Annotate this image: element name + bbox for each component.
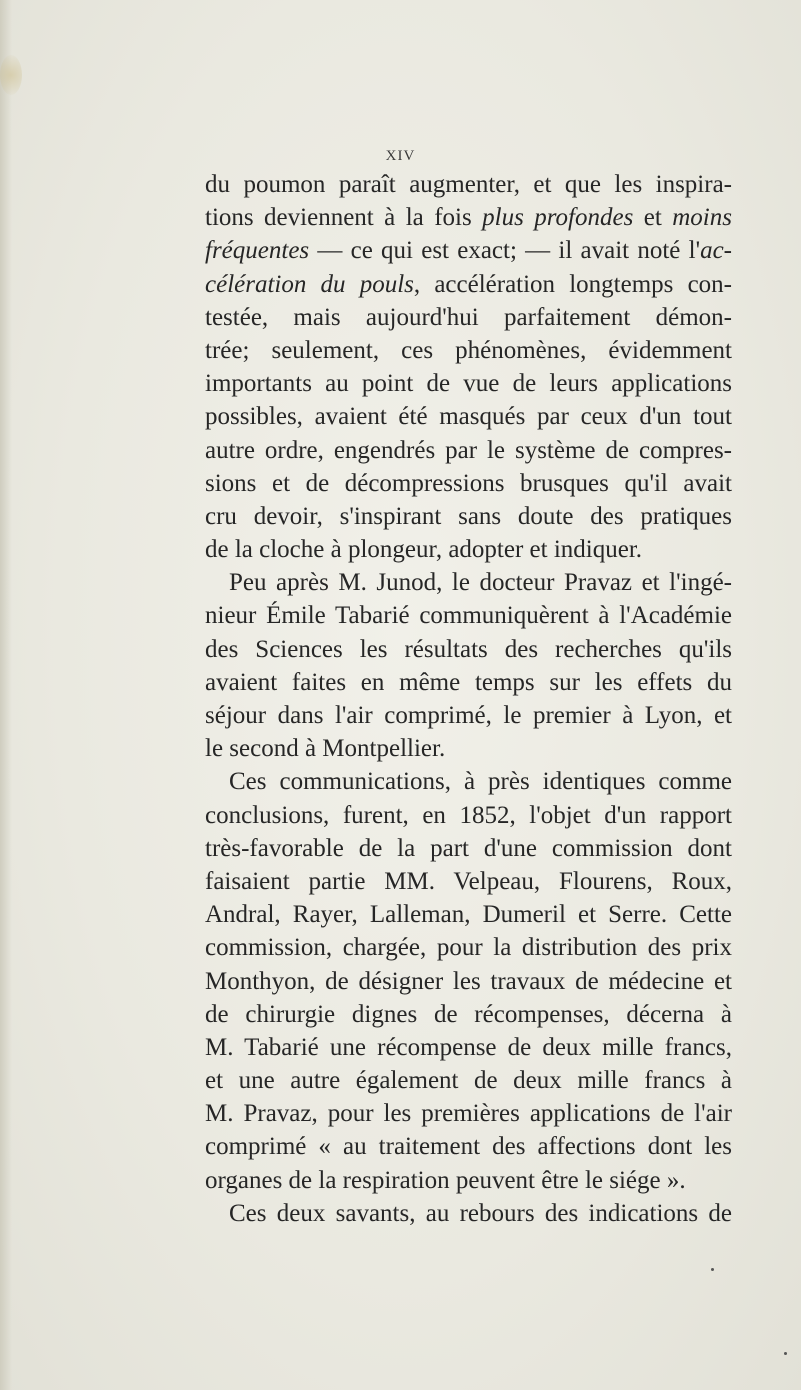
text-line [205, 666, 732, 699]
text-line [205, 898, 732, 931]
text-segment: organes de la respiration peuvent être le siége ». [205, 1166, 686, 1194]
text-line [205, 334, 732, 367]
text-segment: de la cloche à plongeur, adopter et indiquer. [205, 536, 643, 564]
text-segment: le second à Montpellier. [205, 735, 446, 763]
italic-text: ac- [700, 237, 732, 265]
text-segment: conclusions, furent, en 1852, l'objet d'un rapport [205, 801, 732, 829]
text-line [205, 931, 732, 964]
text-segment: commission, chargée, pour la distribution des prix [205, 934, 732, 962]
italic-text: célération du pouls [205, 270, 414, 298]
text-segment: Peu après M. Junod, le docteur Pravaz et l'ingé- [229, 569, 732, 597]
italic-text: plus profondes [482, 204, 634, 232]
text-line [205, 865, 732, 898]
text-line [205, 367, 732, 400]
text-segment: faisaient partie MM. Velpeau, Flourens, Roux, [205, 867, 732, 895]
text-line [205, 633, 732, 666]
text-segment: et [633, 204, 673, 232]
text-segment: séjour dans l'air comprimé, le premier à Lyon, et [205, 702, 732, 729]
text-line [205, 234, 732, 267]
text-segment: du poumon paraît augmenter, et que les inspira- [205, 171, 732, 198]
text-segment: Monthyon, de désigner les travaux de médecine et [205, 967, 732, 995]
text-segment: sions et de décompressions brusques qu'il avait [205, 469, 732, 497]
text-segment: cru devoir, s'inspirant sans doute des pratiques [205, 502, 732, 530]
text-line [205, 832, 732, 865]
text-line [205, 533, 732, 566]
text-segment: comprimé « au traitement des affections dont les [205, 1133, 732, 1161]
page-gutter-shadow [0, 0, 12, 1390]
text-line [205, 998, 732, 1031]
text-line [205, 699, 732, 732]
text-line [205, 732, 732, 765]
text-line [205, 1097, 732, 1130]
text-line [205, 965, 732, 998]
text-line [205, 599, 732, 632]
text-segment: possibles, avaient été masqués par ceux d'un tout [205, 403, 732, 431]
text-line [205, 268, 732, 301]
text-segment: — ce qui est exact; — il avait noté l' [309, 237, 701, 265]
text-line [205, 168, 732, 201]
text-line [205, 201, 732, 234]
text-line [205, 1164, 732, 1197]
text-segment: avaient faites en même temps sur les effets du [205, 668, 732, 696]
body-text [205, 168, 732, 1230]
text-line [205, 566, 732, 599]
paper-stain [0, 55, 22, 95]
text-segment: testée, mais aujourd'hui parfaitement démon- [205, 303, 732, 331]
text-segment: trée; seulement, ces phénomènes, évidemment [205, 336, 732, 364]
text-segment: , accélération longtemps con- [413, 270, 732, 298]
text-segment: très-favorable de la part d'une commission dont [205, 834, 732, 862]
text-segment: des Sciences les résultats des recherches qu'ils [205, 635, 732, 663]
text-segment: importants au point de vue de leurs applications [205, 370, 732, 398]
text-line [205, 1031, 732, 1064]
text-line [205, 467, 732, 500]
italic-text: fréquentes [205, 237, 310, 265]
text-line [205, 400, 732, 433]
paper-speck [784, 1352, 787, 1355]
italic-text: moins [672, 204, 732, 232]
text-segment: Andral, Rayer, Lalleman, Dumeril et Serre. Cette [205, 901, 732, 929]
text-line [205, 1064, 732, 1097]
text-segment: Ces deux savants, au rebours des indications de [229, 1199, 732, 1227]
text-segment: tions deviennent à la fois [205, 204, 483, 232]
paper-speck [711, 1268, 714, 1271]
text-segment: et une autre également de deux mille francs à [205, 1067, 732, 1095]
text-segment: nieur Émile Tabarié communiquèrent à l'Académie [205, 602, 732, 630]
text-line [205, 434, 732, 467]
text-line [205, 1130, 732, 1163]
text-segment: autre ordre, engendrés par le système de compres- [205, 436, 732, 464]
text-line [205, 799, 732, 832]
page-number: XIV [385, 148, 416, 164]
text-segment: M. Pravaz, pour les premières applications de l'air [205, 1100, 732, 1128]
text-segment: de chirurgie dignes de récompenses, décerna à [205, 1000, 732, 1028]
text-line [205, 1197, 732, 1230]
text-segment: Ces communications, à près identiques comme [229, 768, 732, 796]
text-line [205, 765, 732, 798]
text-line [205, 301, 732, 334]
text-segment: M. Tabarié une récompense de deux mille francs, [205, 1033, 732, 1061]
text-line [205, 500, 732, 533]
